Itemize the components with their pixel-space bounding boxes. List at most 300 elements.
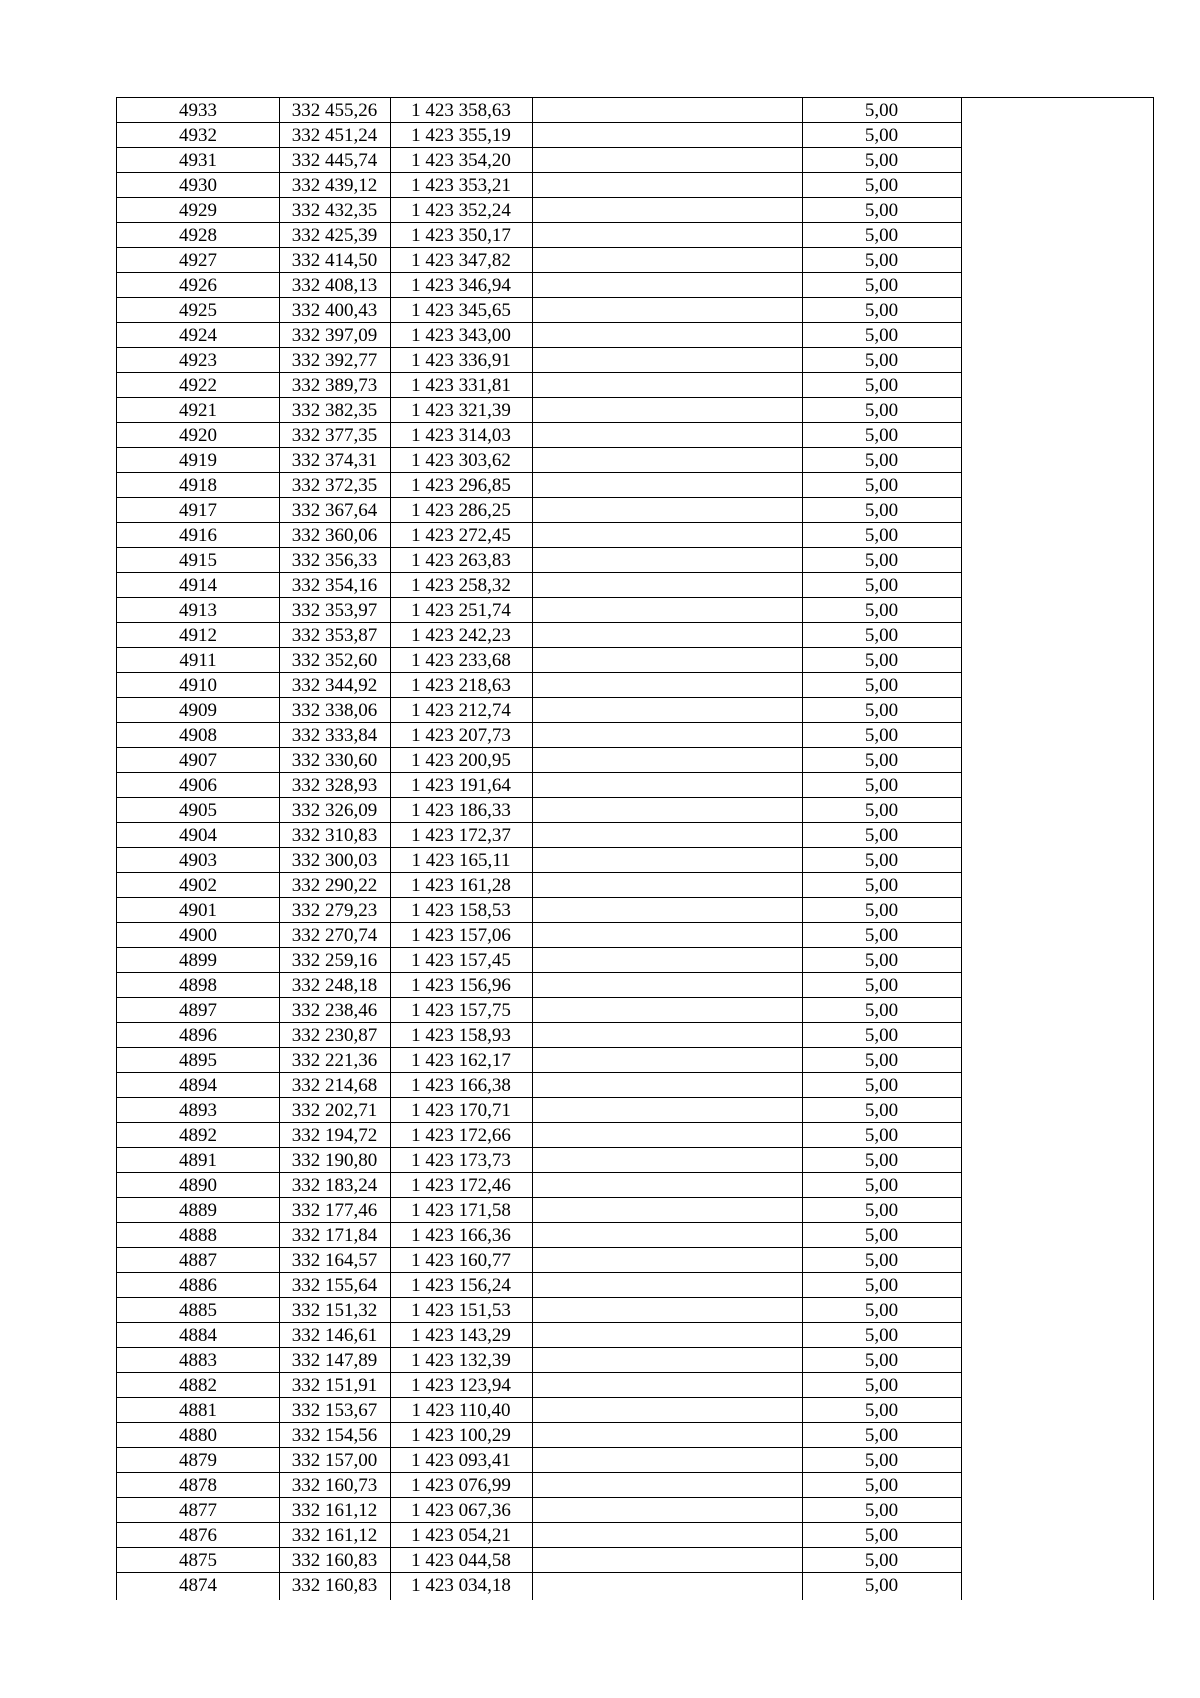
blank-cell — [532, 323, 802, 348]
blank-cell — [961, 773, 1152, 798]
blank-cell — [961, 248, 1152, 273]
distance-cell: 5,00 — [864, 1200, 899, 1221]
point-number-cell: 4874 — [179, 1575, 217, 1596]
table-row — [117, 473, 1153, 498]
point-number-cell: 4914 — [179, 575, 217, 596]
blank-cell — [961, 573, 1152, 598]
blank-cell — [961, 1398, 1152, 1423]
blank-cell — [961, 223, 1152, 248]
blank-cell — [961, 1323, 1152, 1348]
blank-cell — [532, 898, 802, 923]
y-coordinate-cell: 1 423 347,82 — [411, 250, 511, 271]
blank-cell — [961, 1348, 1152, 1373]
x-coordinate-cell: 332 374,31 — [291, 450, 378, 471]
distance-cell: 5,00 — [864, 800, 899, 821]
blank-cell — [961, 198, 1152, 223]
point-number-cell: 4932 — [179, 125, 217, 146]
table-row — [117, 723, 1153, 748]
x-coordinate-cell: 332 160,83 — [291, 1575, 378, 1596]
blank-cell — [961, 648, 1152, 673]
blank-cell — [532, 1498, 802, 1523]
blank-cell — [532, 273, 802, 298]
distance-cell: 5,00 — [864, 1500, 899, 1521]
y-coordinate-cell: 1 423 212,74 — [411, 700, 511, 721]
x-coordinate-cell: 332 353,87 — [291, 625, 378, 646]
blank-cell — [532, 1298, 802, 1323]
y-coordinate-cell: 1 423 296,85 — [411, 475, 511, 496]
table-row — [117, 1098, 1153, 1123]
distance-cell: 5,00 — [864, 450, 899, 471]
y-coordinate-cell: 1 423 258,32 — [411, 575, 511, 596]
blank-cell — [961, 348, 1152, 373]
blank-cell — [532, 1098, 802, 1123]
x-coordinate-cell: 332 451,24 — [291, 125, 378, 146]
blank-cell — [532, 1123, 802, 1148]
point-number-cell: 4892 — [179, 1125, 217, 1146]
blank-cell — [532, 823, 802, 848]
x-coordinate-cell: 332 270,74 — [291, 925, 378, 946]
distance-cell: 5,00 — [864, 900, 899, 921]
x-coordinate-cell: 332 154,56 — [291, 1425, 378, 1446]
point-number-cell: 4881 — [179, 1400, 217, 1421]
y-coordinate-cell: 1 423 350,17 — [411, 225, 511, 246]
point-number-cell: 4891 — [179, 1150, 217, 1171]
x-coordinate-cell: 332 194,72 — [291, 1125, 378, 1146]
table-row — [117, 1073, 1153, 1098]
point-number-cell: 4915 — [179, 550, 217, 571]
table-row — [117, 698, 1153, 723]
distance-cell: 5,00 — [864, 500, 899, 521]
x-coordinate-cell: 332 238,46 — [291, 1000, 378, 1021]
distance-cell: 5,00 — [864, 1525, 899, 1546]
table-row — [117, 223, 1153, 248]
blank-cell — [961, 798, 1152, 823]
blank-cell — [961, 148, 1152, 173]
y-coordinate-cell: 1 423 166,36 — [411, 1225, 511, 1246]
point-number-cell: 4903 — [179, 850, 217, 871]
x-coordinate-cell: 332 155,64 — [291, 1275, 378, 1296]
blank-cell — [961, 398, 1152, 423]
blank-cell — [961, 1173, 1152, 1198]
point-number-cell: 4928 — [179, 225, 217, 246]
point-number-cell: 4913 — [179, 600, 217, 621]
distance-cell: 5,00 — [864, 825, 899, 846]
blank-cell — [961, 423, 1152, 448]
point-number-cell: 4921 — [179, 400, 217, 421]
blank-cell — [532, 1523, 802, 1548]
table-row — [117, 923, 1153, 948]
blank-cell — [961, 298, 1152, 323]
x-coordinate-cell: 332 400,43 — [291, 300, 378, 321]
point-number-cell: 4900 — [179, 925, 217, 946]
y-coordinate-cell: 1 423 157,06 — [411, 925, 511, 946]
point-number-cell: 4917 — [179, 500, 217, 521]
blank-cell — [961, 1473, 1152, 1498]
distance-cell: 5,00 — [864, 100, 899, 121]
x-coordinate-cell: 332 408,13 — [291, 275, 378, 296]
x-coordinate-cell: 332 230,87 — [291, 1025, 378, 1046]
distance-cell: 5,00 — [864, 750, 899, 771]
distance-cell: 5,00 — [864, 850, 899, 871]
table-row — [117, 848, 1153, 873]
y-coordinate-cell: 1 423 156,24 — [411, 1275, 511, 1296]
blank-cell — [532, 1248, 802, 1273]
blank-cell — [961, 273, 1152, 298]
table-row — [117, 1273, 1153, 1298]
blank-cell — [532, 848, 802, 873]
table-row — [117, 348, 1153, 373]
distance-cell: 5,00 — [864, 1350, 899, 1371]
blank-cell — [532, 1348, 802, 1373]
y-coordinate-cell: 1 423 171,58 — [411, 1200, 511, 1221]
point-number-cell: 4878 — [179, 1475, 217, 1496]
point-number-cell: 4918 — [179, 475, 217, 496]
point-number-cell: 4916 — [179, 525, 217, 546]
point-number-cell: 4919 — [179, 450, 217, 471]
table-row — [117, 823, 1153, 848]
blank-cell — [532, 473, 802, 498]
x-coordinate-cell: 332 372,35 — [291, 475, 378, 496]
blank-cell — [961, 948, 1152, 973]
distance-cell: 5,00 — [864, 175, 899, 196]
y-coordinate-cell: 1 423 100,29 — [411, 1425, 511, 1446]
y-coordinate-cell: 1 423 123,94 — [411, 1375, 511, 1396]
y-coordinate-cell: 1 423 200,95 — [411, 750, 511, 771]
table-row — [117, 98, 1153, 123]
blank-cell — [961, 1023, 1152, 1048]
distance-cell: 5,00 — [864, 1175, 899, 1196]
y-coordinate-cell: 1 423 076,99 — [411, 1475, 511, 1496]
table-row — [117, 1548, 1153, 1573]
x-coordinate-cell: 332 425,39 — [291, 225, 378, 246]
distance-cell: 5,00 — [864, 1100, 899, 1121]
point-number-cell: 4925 — [179, 300, 217, 321]
table-row — [117, 373, 1153, 398]
distance-cell: 5,00 — [864, 575, 899, 596]
table-row — [117, 1523, 1153, 1548]
y-coordinate-cell: 1 423 156,96 — [411, 975, 511, 996]
blank-cell — [961, 673, 1152, 698]
distance-cell: 5,00 — [864, 400, 899, 421]
x-coordinate-cell: 332 333,84 — [291, 725, 378, 746]
y-coordinate-cell: 1 423 151,53 — [411, 1300, 511, 1321]
x-coordinate-cell: 332 171,84 — [291, 1225, 378, 1246]
blank-cell — [961, 848, 1152, 873]
x-coordinate-cell: 332 338,06 — [291, 700, 378, 721]
blank-cell — [532, 123, 802, 148]
point-number-cell: 4924 — [179, 325, 217, 346]
distance-cell: 5,00 — [864, 275, 899, 296]
point-number-cell: 4896 — [179, 1025, 217, 1046]
blank-cell — [532, 873, 802, 898]
point-number-cell: 4897 — [179, 1000, 217, 1021]
distance-cell: 5,00 — [864, 975, 899, 996]
distance-cell: 5,00 — [864, 700, 899, 721]
blank-cell — [961, 1098, 1152, 1123]
blank-cell — [532, 1548, 802, 1573]
table-row — [117, 773, 1153, 798]
blank-cell — [961, 1073, 1152, 1098]
point-number-cell: 4884 — [179, 1325, 217, 1346]
point-number-cell: 4877 — [179, 1500, 217, 1521]
y-coordinate-cell: 1 423 331,81 — [411, 375, 511, 396]
x-coordinate-cell: 332 445,74 — [291, 150, 378, 171]
blank-cell — [961, 98, 1152, 123]
y-coordinate-cell: 1 423 343,00 — [411, 325, 511, 346]
blank-cell — [961, 1573, 1152, 1598]
blank-cell — [961, 548, 1152, 573]
blank-cell — [532, 98, 802, 123]
point-number-cell: 4926 — [179, 275, 217, 296]
point-number-cell: 4875 — [179, 1550, 217, 1571]
y-coordinate-cell: 1 423 346,94 — [411, 275, 511, 296]
table-row — [117, 298, 1153, 323]
x-coordinate-cell: 332 432,35 — [291, 200, 378, 221]
x-coordinate-cell: 332 300,03 — [291, 850, 378, 871]
point-number-cell: 4879 — [179, 1450, 217, 1471]
blank-cell — [532, 698, 802, 723]
distance-cell: 5,00 — [864, 675, 899, 696]
table-row — [117, 248, 1153, 273]
distance-cell: 5,00 — [864, 1000, 899, 1021]
table-row — [117, 523, 1153, 548]
y-coordinate-cell: 1 423 186,33 — [411, 800, 511, 821]
y-coordinate-cell: 1 423 352,24 — [411, 200, 511, 221]
blank-cell — [961, 1223, 1152, 1248]
x-coordinate-cell: 332 377,35 — [291, 425, 378, 446]
distance-cell: 5,00 — [864, 1300, 899, 1321]
table-row — [117, 748, 1153, 773]
blank-cell — [532, 1573, 802, 1598]
point-number-cell: 4876 — [179, 1525, 217, 1546]
point-number-cell: 4923 — [179, 350, 217, 371]
blank-cell — [532, 1273, 802, 1298]
distance-cell: 5,00 — [864, 1475, 899, 1496]
table-row — [117, 423, 1153, 448]
y-coordinate-cell: 1 423 170,71 — [411, 1100, 511, 1121]
y-coordinate-cell: 1 423 207,73 — [411, 725, 511, 746]
table-row — [117, 1448, 1153, 1473]
blank-cell — [532, 1023, 802, 1048]
x-coordinate-cell: 332 328,93 — [291, 775, 378, 796]
blank-cell — [532, 1373, 802, 1398]
y-coordinate-cell: 1 423 191,64 — [411, 775, 511, 796]
blank-cell — [532, 673, 802, 698]
blank-cell — [532, 1473, 802, 1498]
x-coordinate-cell: 332 221,36 — [291, 1050, 378, 1071]
blank-cell — [961, 1448, 1152, 1473]
distance-cell: 5,00 — [864, 150, 899, 171]
distance-cell: 5,00 — [864, 1075, 899, 1096]
y-coordinate-cell: 1 423 263,83 — [411, 550, 511, 571]
x-coordinate-cell: 332 151,32 — [291, 1300, 378, 1321]
y-coordinate-cell: 1 423 143,29 — [411, 1325, 511, 1346]
table-row — [117, 1048, 1153, 1073]
y-coordinate-cell: 1 423 158,53 — [411, 900, 511, 921]
point-number-cell: 4880 — [179, 1425, 217, 1446]
table-row — [117, 648, 1153, 673]
x-coordinate-cell: 332 360,06 — [291, 525, 378, 546]
point-number-cell: 4901 — [179, 900, 217, 921]
blank-cell — [532, 148, 802, 173]
table-row — [117, 1173, 1153, 1198]
blank-cell — [532, 223, 802, 248]
blank-cell — [532, 598, 802, 623]
point-number-cell: 4920 — [179, 425, 217, 446]
distance-cell: 5,00 — [864, 475, 899, 496]
blank-cell — [961, 1373, 1152, 1398]
x-coordinate-cell: 332 455,26 — [291, 100, 378, 121]
table-row — [117, 573, 1153, 598]
point-number-cell: 4890 — [179, 1175, 217, 1196]
x-coordinate-cell: 332 183,24 — [291, 1175, 378, 1196]
table-row — [117, 1023, 1153, 1048]
blank-cell — [961, 1198, 1152, 1223]
blank-cell — [961, 448, 1152, 473]
distance-cell: 5,00 — [864, 950, 899, 971]
table-row — [117, 673, 1153, 698]
table-row — [117, 873, 1153, 898]
blank-cell — [532, 573, 802, 598]
blank-cell — [961, 973, 1152, 998]
blank-cell — [961, 723, 1152, 748]
blank-cell — [532, 998, 802, 1023]
table-row — [117, 1198, 1153, 1223]
blank-cell — [532, 948, 802, 973]
blank-cell — [532, 373, 802, 398]
table-row — [117, 998, 1153, 1023]
x-coordinate-cell: 332 356,33 — [291, 550, 378, 571]
blank-cell — [532, 1448, 802, 1473]
distance-cell: 5,00 — [864, 1375, 899, 1396]
distance-cell: 5,00 — [864, 300, 899, 321]
blank-cell — [532, 448, 802, 473]
y-coordinate-cell: 1 423 251,74 — [411, 600, 511, 621]
blank-cell — [532, 1173, 802, 1198]
table-row — [117, 323, 1153, 348]
distance-cell: 5,00 — [864, 425, 899, 446]
blank-cell — [961, 123, 1152, 148]
table-row — [117, 1323, 1153, 1348]
table-row — [117, 623, 1153, 648]
x-coordinate-cell: 332 160,73 — [291, 1475, 378, 1496]
blank-cell — [961, 373, 1152, 398]
y-coordinate-cell: 1 423 286,25 — [411, 500, 511, 521]
distance-cell: 5,00 — [864, 375, 899, 396]
x-coordinate-cell: 332 397,09 — [291, 325, 378, 346]
distance-cell: 5,00 — [864, 200, 899, 221]
blank-cell — [532, 348, 802, 373]
blank-cell — [532, 1423, 802, 1448]
distance-cell: 5,00 — [864, 725, 899, 746]
point-number-cell: 4889 — [179, 1200, 217, 1221]
y-coordinate-cell: 1 423 314,03 — [411, 425, 511, 446]
y-coordinate-cell: 1 423 303,62 — [411, 450, 511, 471]
blank-cell — [961, 1048, 1152, 1073]
y-coordinate-cell: 1 423 157,45 — [411, 950, 511, 971]
y-coordinate-cell: 1 423 321,39 — [411, 400, 511, 421]
y-coordinate-cell: 1 423 218,63 — [411, 675, 511, 696]
point-number-cell: 4911 — [179, 650, 217, 671]
point-number-cell: 4906 — [179, 775, 217, 796]
distance-cell: 5,00 — [864, 1125, 899, 1146]
point-number-cell: 4907 — [179, 750, 217, 771]
table-row — [117, 1423, 1153, 1448]
point-number-cell: 4929 — [179, 200, 217, 221]
y-coordinate-cell: 1 423 172,66 — [411, 1125, 511, 1146]
point-number-cell: 4933 — [179, 100, 217, 121]
blank-cell — [532, 1323, 802, 1348]
table-row — [117, 1498, 1153, 1523]
x-coordinate-cell: 332 389,73 — [291, 375, 378, 396]
blank-cell — [532, 723, 802, 748]
point-number-cell: 4909 — [179, 700, 217, 721]
table-row — [117, 1223, 1153, 1248]
blank-cell — [961, 1248, 1152, 1273]
distance-cell: 5,00 — [864, 1225, 899, 1246]
point-number-cell: 4899 — [179, 950, 217, 971]
x-coordinate-cell: 332 354,16 — [291, 575, 378, 596]
blank-cell — [961, 998, 1152, 1023]
table-row — [117, 498, 1153, 523]
x-coordinate-cell: 332 414,50 — [291, 250, 378, 271]
blank-cell — [532, 973, 802, 998]
table-row — [117, 123, 1153, 148]
blank-cell — [961, 1273, 1152, 1298]
x-coordinate-cell: 332 310,83 — [291, 825, 378, 846]
point-number-cell: 4886 — [179, 1275, 217, 1296]
blank-cell — [532, 1223, 802, 1248]
distance-cell: 5,00 — [864, 1275, 899, 1296]
table-row — [117, 898, 1153, 923]
y-coordinate-cell: 1 423 172,46 — [411, 1175, 511, 1196]
x-coordinate-cell: 332 392,77 — [291, 350, 378, 371]
table-row — [117, 1373, 1153, 1398]
distance-cell: 5,00 — [864, 925, 899, 946]
blank-cell — [961, 1423, 1152, 1448]
point-number-cell: 4887 — [179, 1250, 217, 1271]
point-number-cell: 4883 — [179, 1350, 217, 1371]
table-row — [117, 948, 1153, 973]
table-row — [117, 1123, 1153, 1148]
y-coordinate-cell: 1 423 158,93 — [411, 1025, 511, 1046]
y-coordinate-cell: 1 423 353,21 — [411, 175, 511, 196]
y-coordinate-cell: 1 423 034,18 — [411, 1575, 511, 1596]
y-coordinate-cell: 1 423 172,37 — [411, 825, 511, 846]
y-coordinate-cell: 1 423 067,36 — [411, 1500, 511, 1521]
blank-cell — [961, 1523, 1152, 1548]
table-row — [117, 273, 1153, 298]
blank-cell — [961, 473, 1152, 498]
y-coordinate-cell: 1 423 336,91 — [411, 350, 511, 371]
x-coordinate-cell: 332 439,12 — [291, 175, 378, 196]
blank-cell — [532, 1048, 802, 1073]
distance-cell: 5,00 — [864, 775, 899, 796]
table-row — [117, 148, 1153, 173]
blank-cell — [961, 873, 1152, 898]
distance-cell: 5,00 — [864, 600, 899, 621]
blank-cell — [532, 523, 802, 548]
x-coordinate-cell: 332 259,16 — [291, 950, 378, 971]
y-coordinate-cell: 1 423 132,39 — [411, 1350, 511, 1371]
point-number-cell: 4895 — [179, 1050, 217, 1071]
coordinate-table — [116, 97, 1154, 1600]
table-row — [117, 1148, 1153, 1173]
distance-cell: 5,00 — [864, 550, 899, 571]
y-coordinate-cell: 1 423 165,11 — [411, 850, 511, 871]
x-coordinate-cell: 332 151,91 — [291, 1375, 378, 1396]
point-number-cell: 4922 — [179, 375, 217, 396]
